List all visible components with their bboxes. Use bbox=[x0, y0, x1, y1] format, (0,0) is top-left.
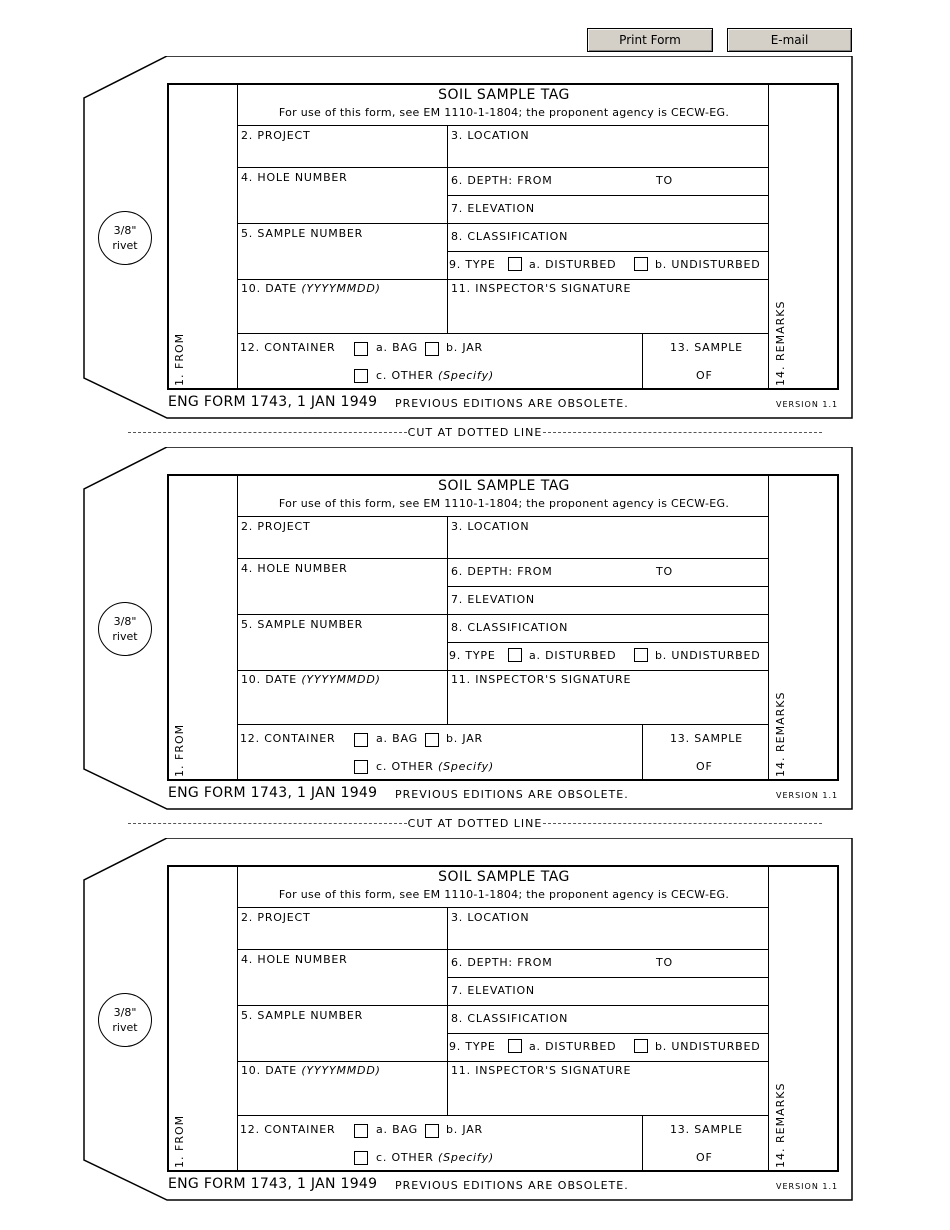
bag-label: a. BAG bbox=[376, 1123, 418, 1136]
sample-count-label: 13. SAMPLE bbox=[670, 341, 743, 354]
form-number: ENG FORM 1743, 1 JAN 1949 bbox=[168, 394, 378, 410]
date-label bbox=[241, 673, 381, 686]
jar-checkbox[interactable] bbox=[425, 342, 439, 356]
soil-sample-tag bbox=[80, 56, 860, 426]
elevation-label: 7. ELEVATION bbox=[451, 984, 535, 997]
from-label: 1. FROM bbox=[173, 723, 186, 777]
project-label: 2. PROJECT bbox=[241, 911, 311, 924]
other-checkbox[interactable] bbox=[354, 369, 368, 383]
location-label: 3. LOCATION bbox=[451, 129, 530, 142]
form-subtitle: For use of this form, see EM 1110-1-1804; the proponent agency is CECW-EG. bbox=[278, 888, 730, 901]
disturbed-label: a. DISTURBED bbox=[529, 649, 617, 662]
sample-count-label: 13. SAMPLE bbox=[670, 1123, 743, 1136]
tag-form-box bbox=[167, 474, 839, 781]
form-title: SOIL SAMPLE TAG bbox=[438, 478, 570, 494]
date-format: (YYYYMMDD) bbox=[301, 1064, 381, 1077]
date-label-text: 10. DATE bbox=[241, 673, 298, 686]
rivet-label: rivet bbox=[112, 630, 138, 643]
jar-label: b. JAR bbox=[446, 341, 483, 354]
other-label-text: c. OTHER bbox=[376, 760, 434, 773]
hole-number-label: 4. HOLE NUMBER bbox=[241, 562, 348, 575]
form-subtitle: For use of this form, see EM 1110-1-1804; the proponent agency is CECW-EG. bbox=[278, 106, 730, 119]
disturbed-checkbox[interactable] bbox=[508, 257, 522, 271]
rivet-label: rivet bbox=[112, 1021, 138, 1034]
cut-line-label: CUT AT DOTTED LINE bbox=[407, 425, 543, 439]
jar-checkbox[interactable] bbox=[425, 1124, 439, 1138]
form-subtitle: For use of this form, see EM 1110-1-1804; the proponent agency is CECW-EG. bbox=[278, 497, 730, 510]
specify-label: (Specify) bbox=[437, 1151, 494, 1164]
cut-line-label: CUT AT DOTTED LINE bbox=[407, 816, 543, 830]
signature-label: 11. INSPECTOR'S SIGNATURE bbox=[451, 673, 632, 686]
signature-label: 11. INSPECTOR'S SIGNATURE bbox=[451, 1064, 632, 1077]
cut-line bbox=[128, 425, 822, 439]
obsolete-notice: PREVIOUS EDITIONS ARE OBSOLETE. bbox=[395, 788, 629, 801]
container-label: 12. CONTAINER bbox=[240, 732, 336, 745]
depth-to-label: TO bbox=[656, 565, 673, 578]
email-button[interactable]: E-mail bbox=[727, 28, 852, 52]
tag-form-box bbox=[167, 865, 839, 1172]
rivet-hole bbox=[98, 993, 152, 1047]
classification-label: 8. CLASSIFICATION bbox=[451, 1012, 569, 1025]
soil-sample-tag bbox=[80, 447, 860, 817]
sample-number-label: 5. SAMPLE NUMBER bbox=[241, 618, 364, 631]
disturbed-label: a. DISTURBED bbox=[529, 1040, 617, 1053]
print-form-button[interactable]: Print Form bbox=[587, 28, 713, 52]
rivet-hole bbox=[98, 602, 152, 656]
form-number: ENG FORM 1743, 1 JAN 1949 bbox=[168, 785, 378, 801]
bag-label: a. BAG bbox=[376, 341, 418, 354]
container-label: 12. CONTAINER bbox=[240, 341, 336, 354]
disturbed-checkbox[interactable] bbox=[508, 1039, 522, 1053]
cut-dash-right bbox=[543, 823, 822, 824]
rivet-size: 3/8" bbox=[113, 1006, 137, 1019]
cut-dash-right bbox=[543, 432, 822, 433]
depth-to-label: TO bbox=[656, 956, 673, 969]
rivet-size: 3/8" bbox=[113, 224, 137, 237]
undisturbed-label: b. UNDISTURBED bbox=[655, 258, 761, 271]
location-label: 3. LOCATION bbox=[451, 911, 530, 924]
other-label bbox=[376, 369, 494, 382]
sample-of-label: OF bbox=[696, 760, 713, 773]
hole-number-label: 4. HOLE NUMBER bbox=[241, 953, 348, 966]
rivet-label: rivet bbox=[112, 239, 138, 252]
other-checkbox[interactable] bbox=[354, 760, 368, 774]
type-label: 9. TYPE bbox=[449, 1040, 496, 1053]
date-label-text: 10. DATE bbox=[241, 1064, 298, 1077]
sample-of-label: OF bbox=[696, 1151, 713, 1164]
tag-form-box bbox=[167, 83, 839, 390]
classification-label: 8. CLASSIFICATION bbox=[451, 621, 569, 634]
sample-number-label: 5. SAMPLE NUMBER bbox=[241, 227, 364, 240]
soil-sample-tag bbox=[80, 838, 860, 1208]
form-title: SOIL SAMPLE TAG bbox=[438, 87, 570, 103]
depth-to-label: TO bbox=[656, 174, 673, 187]
form-number: ENG FORM 1743, 1 JAN 1949 bbox=[168, 1176, 378, 1192]
other-label-text: c. OTHER bbox=[376, 1151, 434, 1164]
hole-number-label: 4. HOLE NUMBER bbox=[241, 171, 348, 184]
other-label-text: c. OTHER bbox=[376, 369, 434, 382]
version-label: VERSION 1.1 bbox=[776, 400, 839, 409]
version-label: VERSION 1.1 bbox=[776, 791, 839, 800]
jar-label: b. JAR bbox=[446, 732, 483, 745]
rivet-hole bbox=[98, 211, 152, 265]
undisturbed-label: b. UNDISTURBED bbox=[655, 1040, 761, 1053]
date-label bbox=[241, 282, 381, 295]
elevation-label: 7. ELEVATION bbox=[451, 202, 535, 215]
cut-dash-left bbox=[128, 823, 407, 824]
rivet-size: 3/8" bbox=[113, 615, 137, 628]
specify-label: (Specify) bbox=[437, 369, 494, 382]
version-label: VERSION 1.1 bbox=[776, 1182, 839, 1191]
date-format: (YYYYMMDD) bbox=[301, 282, 381, 295]
jar-checkbox[interactable] bbox=[425, 733, 439, 747]
other-label bbox=[376, 760, 494, 773]
bag-checkbox[interactable] bbox=[354, 342, 368, 356]
container-label: 12. CONTAINER bbox=[240, 1123, 336, 1136]
sample-count-label: 13. SAMPLE bbox=[670, 732, 743, 745]
sample-number-label: 5. SAMPLE NUMBER bbox=[241, 1009, 364, 1022]
undisturbed-checkbox[interactable] bbox=[634, 257, 648, 271]
depth-from-label: 6. DEPTH: FROM bbox=[451, 565, 553, 578]
bag-checkbox[interactable] bbox=[354, 733, 368, 747]
undisturbed-checkbox[interactable] bbox=[634, 648, 648, 662]
bag-checkbox[interactable] bbox=[354, 1124, 368, 1138]
remarks-label: 14. REMARKS bbox=[774, 300, 787, 386]
obsolete-notice: PREVIOUS EDITIONS ARE OBSOLETE. bbox=[395, 397, 629, 410]
remarks-label: 14. REMARKS bbox=[774, 1082, 787, 1168]
type-label: 9. TYPE bbox=[449, 258, 496, 271]
from-label: 1. FROM bbox=[173, 1114, 186, 1168]
undisturbed-checkbox[interactable] bbox=[634, 1039, 648, 1053]
cut-dash-left bbox=[128, 432, 407, 433]
elevation-label: 7. ELEVATION bbox=[451, 593, 535, 606]
type-label: 9. TYPE bbox=[449, 649, 496, 662]
sample-of-label: OF bbox=[696, 369, 713, 382]
date-label bbox=[241, 1064, 381, 1077]
specify-label: (Specify) bbox=[437, 760, 494, 773]
undisturbed-label: b. UNDISTURBED bbox=[655, 649, 761, 662]
signature-label: 11. INSPECTOR'S SIGNATURE bbox=[451, 282, 632, 295]
other-checkbox[interactable] bbox=[354, 1151, 368, 1165]
depth-from-label: 6. DEPTH: FROM bbox=[451, 174, 553, 187]
other-label bbox=[376, 1151, 494, 1164]
date-label-text: 10. DATE bbox=[241, 282, 298, 295]
disturbed-label: a. DISTURBED bbox=[529, 258, 617, 271]
from-label: 1. FROM bbox=[173, 332, 186, 386]
depth-from-label: 6. DEPTH: FROM bbox=[451, 956, 553, 969]
form-title: SOIL SAMPLE TAG bbox=[438, 869, 570, 885]
bag-label: a. BAG bbox=[376, 732, 418, 745]
classification-label: 8. CLASSIFICATION bbox=[451, 230, 569, 243]
cut-line bbox=[128, 816, 822, 830]
obsolete-notice: PREVIOUS EDITIONS ARE OBSOLETE. bbox=[395, 1179, 629, 1192]
disturbed-checkbox[interactable] bbox=[508, 648, 522, 662]
location-label: 3. LOCATION bbox=[451, 520, 530, 533]
remarks-label: 14. REMARKS bbox=[774, 691, 787, 777]
jar-label: b. JAR bbox=[446, 1123, 483, 1136]
project-label: 2. PROJECT bbox=[241, 520, 311, 533]
date-format: (YYYYMMDD) bbox=[301, 673, 381, 686]
project-label: 2. PROJECT bbox=[241, 129, 311, 142]
